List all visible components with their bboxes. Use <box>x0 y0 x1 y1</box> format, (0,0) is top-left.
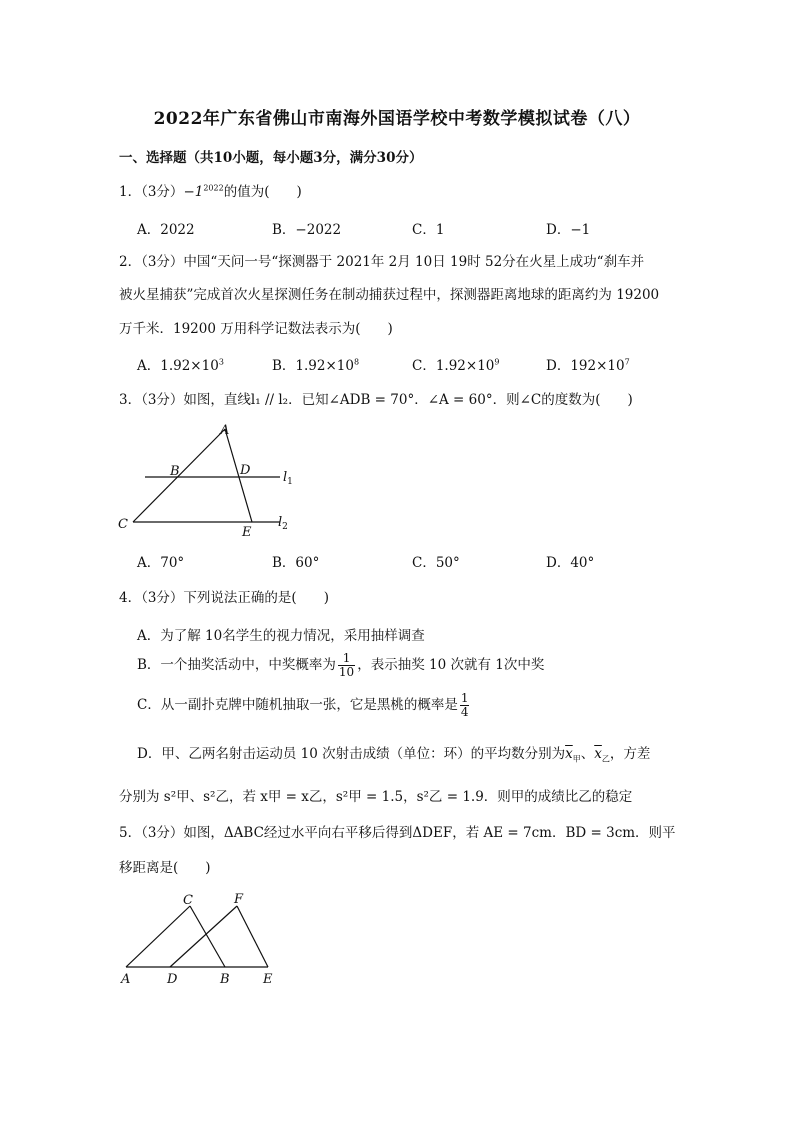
label-c: C <box>183 893 193 908</box>
question-5-line-1: 5．（3分）如图，ΔABC经过水平向右平移后得到ΔDEF，若 AE = 7cm．BD = 3cm．则平 <box>119 825 676 841</box>
q3-figure <box>115 420 295 545</box>
label-e: E <box>242 525 252 540</box>
q3-option-a[interactable]: A．70° <box>137 555 185 571</box>
q4-option-c[interactable]: C．从一副扑克牌中随机抽取一张，它是黑桃的概率是 $\frac{1}{4}$ <box>137 691 469 719</box>
fraction-1-4: $\frac{1}{4}$ <box>460 691 469 719</box>
section-heading: 一、选择题（共10小题，每小题3分，满分30分） <box>119 150 423 166</box>
label-c: C <box>118 517 128 532</box>
label-a: A <box>121 972 131 987</box>
q1-option-c[interactable]: C．1 <box>412 222 445 238</box>
q3-option-d[interactable]: D．40° <box>546 555 595 571</box>
q1-option-a[interactable]: A．2022 <box>137 222 195 238</box>
segment-fe <box>237 906 268 967</box>
label-l2: $l_2$ <box>278 515 288 532</box>
label-l1: $l_1$ <box>283 470 293 487</box>
q4-option-a[interactable]: A．为了解 10名学生的视力情况，采用抽样调查 <box>137 628 425 644</box>
question-5-line-2: 移距离是( ) <box>119 860 211 876</box>
question-3-stem: 3．（3分）如图，直线l₁ // l₂．已知∠ADB = 70°．∠A = 60°．则∠C的度数为( ) <box>119 392 633 408</box>
question-2-line-2: 被火星捕获”完成首次火星探测任务在制动捕获过程中，探测器距离地球的距离约为 19200 <box>119 287 660 303</box>
q4-option-d-line-2: 分别为 s²甲、s²乙，若 x甲 = x乙，s²甲 = 1.5，s²乙 = 1.9．则甲的成绩比乙的稳定 <box>119 789 633 805</box>
question-2-line-1: 2．（3分）中国“天问一号“探测器于 2021年 2月 10日 19时 52分在火星上成功“刹车并 <box>119 254 645 270</box>
label-b: B <box>170 464 180 479</box>
q5-figure <box>118 888 283 988</box>
q2-option-b[interactable]: B．$1.92\times 10^8$ <box>272 357 360 374</box>
label-f: F <box>234 892 244 907</box>
label-d: D <box>167 972 178 987</box>
q2-option-d[interactable]: D．$192\times 10^7$ <box>546 357 630 374</box>
q3-option-b[interactable]: B．60° <box>272 555 320 571</box>
label-a: A <box>220 423 230 438</box>
question-1-stem: 1．（3分）$-1^{2022}$的值为( ) <box>119 183 302 200</box>
q1-option-d[interactable]: D．−1 <box>546 222 591 238</box>
q2-option-c[interactable]: C．$1.92\times 10^9$ <box>412 357 500 374</box>
label-d: D <box>240 463 251 478</box>
q2-option-a[interactable]: A．$1.92\times 10^3$ <box>137 357 224 374</box>
question-2-line-3: 万千米．19200 万用科学记数法表示为( ) <box>119 321 393 337</box>
q4-option-b[interactable]: B．一个抽奖活动中，中奖概率为 $\frac{1}{10}$ ，表示抽奖 10 次就有 1次中奖 <box>137 651 545 679</box>
label-b: B <box>220 972 230 987</box>
page-title: 2022年广东省佛山市南海外国语学校中考数学模拟试卷（八） <box>153 109 641 129</box>
q1-option-b[interactable]: B．−2022 <box>272 222 342 238</box>
segment-cb <box>190 906 225 967</box>
fraction-1-10: $\frac{1}{10}$ <box>338 651 355 679</box>
q4-option-d-line-1[interactable]: D．甲、乙两名射击运动员 10 次射击成绩（单位：环）的平均数分别为$\overline{x}_甲$、$\overline{x}_乙$，方差 <box>137 746 651 764</box>
question-4-stem: 4．（3分）下列说法正确的是( ) <box>119 590 329 606</box>
q3-option-c[interactable]: C．50° <box>412 555 460 571</box>
label-e: E <box>263 972 273 987</box>
